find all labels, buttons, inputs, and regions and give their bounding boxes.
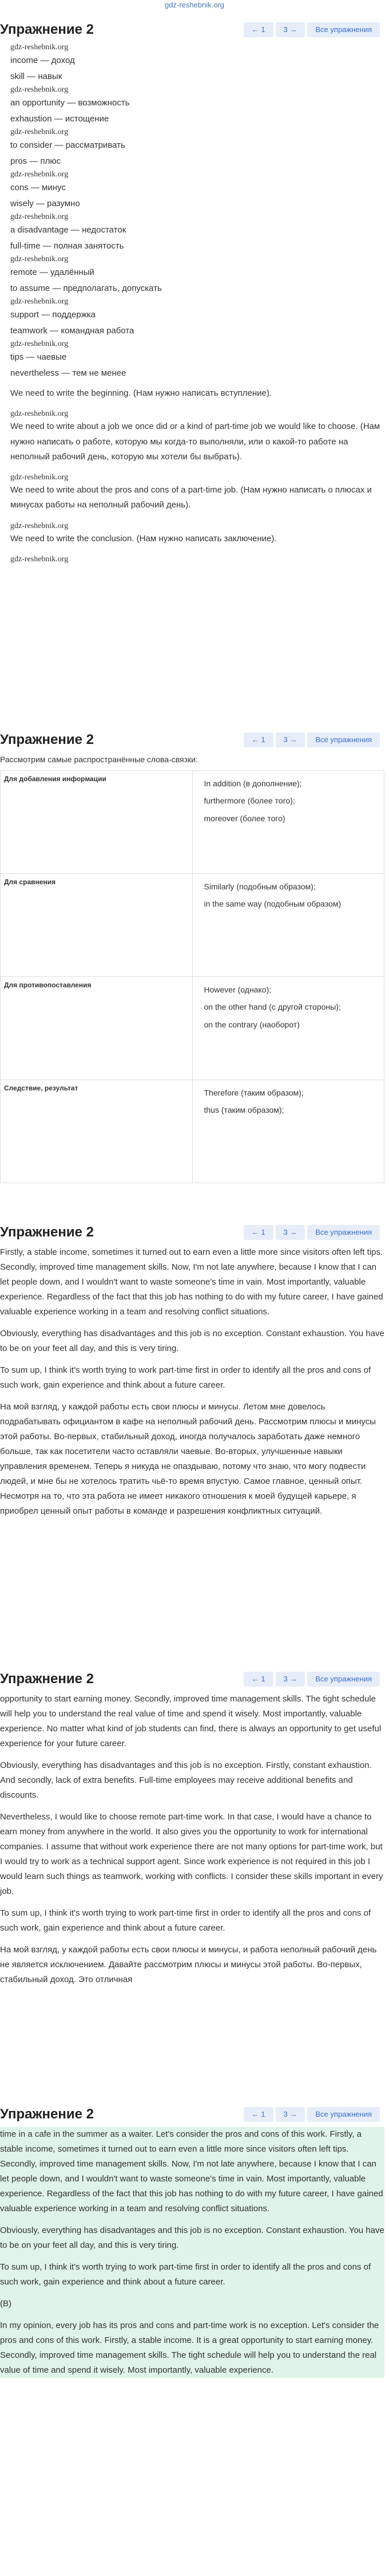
all-exercises-button-3[interactable]: Все упражнения: [307, 1225, 380, 1240]
vocab-item: teamwork — командная работа: [10, 326, 134, 336]
vocab-item: skill — навык: [10, 72, 62, 81]
vocab-item: full-time — полная занятость: [10, 241, 124, 251]
essay-paragraph: In my opinion, every job has its pros and cons and part-time work is no exception. Let's consider the pros and cons of this work. Firstly, a stable income. It is a great opportunity to start earning money. Secondly, improved time management skills. The tight schedule will help you to understand the real value of time and spend it wisely. Most importantly, valuable experience.: [0, 2321, 379, 2375]
essay-paragraph: time in a cafe in the summer as a waiter. Let's consider the pros and cons of this work. Firstly, a stable income, sometimes it turned out to earn even a little more since visitors often left tips. Secondly, improved time management skills. Now, I'm not late anywhere, because I know that I can let people down, and I wouldn't want to waste someone's time in vain. Most importantly, valuable experience. Regardless of the fact that this job has nothing to do with my future career, I have gained valuable experience working in a team and resolving conflict situations.: [0, 2129, 383, 2213]
essay-paragraph: На мой взгляд, у каждой работы есть свои плюсы и минусы, и работа неполный рабочий день не является исключением. Давайте рассмотрим плюсы и минусы этой работы. Во-первых, стабильный доход. Это отличная: [0, 1945, 377, 1984]
page-title-4: Упражнение 2: [0, 1671, 94, 1687]
next-button-4[interactable]: 3 →: [276, 1672, 305, 1687]
vocab-item: to consider — рассматривать: [10, 140, 125, 150]
plan-item: We need to write the conclusion. (Нам нужно написать заключение).: [10, 533, 277, 543]
table-items: [192, 770, 384, 873]
exercise-nav: [244, 22, 380, 37]
watermark: gdz-reshebnik.org: [10, 554, 69, 564]
table-item: However (однако);: [204, 984, 272, 994]
vocab-item: a disadvantage — недостаток: [10, 225, 126, 235]
essay-paragraph: Firstly, a stable income, sometimes it turned out to earn even a little more since visitors often left tips. Secondly, improved time management skills. Now, I'm not late anywhere, because I know that I can let people down, and I wouldn't want to waste someone's time in vain. Most importantly, valuable experience. Regardless of the fact that this job has nothing to do with my future career, I have gained valuable experience working in a team and resolving conflict situations.: [0, 1247, 383, 1317]
table-item: In addition (в дополнение);: [204, 778, 302, 788]
prev-button-2[interactable]: ← 1: [244, 732, 273, 747]
table-item: furthermore (более того);: [204, 796, 295, 805]
table-item: on the contrary (наоборот): [204, 1019, 300, 1029]
watermark: gdz-reshebnik.org: [10, 212, 69, 221]
vocab-item: nevertheless — тем не менее: [10, 368, 126, 378]
table-items: [192, 976, 384, 1080]
exercise-header-5: [0, 2098, 384, 2127]
exercise-header: [0, 14, 384, 42]
watermark: gdz-reshebnik.org: [10, 170, 69, 179]
next-button[interactable]: 3 →: [276, 22, 305, 37]
plan-list: [0, 386, 384, 565]
exercise-nav-3: [244, 1225, 380, 1240]
table-item: in the same way (подобным образом): [204, 899, 342, 908]
top-link[interactable]: gdz-reshebnik.org: [164, 1, 225, 9]
watermark: gdz-reshebnik.org: [10, 85, 69, 94]
essay-paragraph: To sum up, I think it's worth trying to work part-time first in order to identify all the pros and cons of such work, gain experience and think about a future career.: [0, 1365, 371, 1390]
vocab-item: income — доход: [10, 56, 75, 65]
table-items: [192, 873, 384, 976]
page-title: Упражнение 2: [0, 22, 94, 37]
prev-button-4[interactable]: ← 1: [244, 1672, 273, 1687]
vocab-item: remote — удалённый: [10, 267, 94, 277]
watermark: gdz-reshebnik.org: [10, 340, 69, 348]
linkers-table: [0, 770, 384, 1183]
page-title-3: Упражнение 2: [0, 1224, 94, 1240]
table-item: thus (таким образом);: [204, 1105, 284, 1114]
section-vocab: [0, 14, 389, 724]
essay-paragraph: Obviously, everything has disadvantages and this job is no exception. Constant exhaustion. You have to be on your feet all day, and this is very tiring.: [0, 2226, 384, 2250]
page-title-2: Упражнение 2: [0, 732, 94, 747]
all-exercises-button-2[interactable]: Все упражнения: [307, 732, 380, 747]
section-essay-1: [0, 1216, 389, 1663]
exercise-header-2: [0, 724, 384, 753]
plan-item: We need to write about the pros and cons of a part-time job. (Нам нужно написать о плюсах и минусах работы на неполный рабочий день).: [10, 485, 372, 510]
exercise-nav-5: [244, 2107, 380, 2122]
vocab-item: to assume — предполагать, допускать: [10, 283, 162, 293]
plan-item: We need to write about a job we once did or a kind of part-time job we would like to choose. (Нам нужно написать о работе, которую мы когда-то выполняли, или о какой-то работе на неполный рабочий день, которую мы хотели бы выбрать).: [10, 422, 380, 462]
essay-paragraph: To sum up, I think it's worth trying to work part-time first in order to identify all the pros and cons of such work, gain experience and think about a future career.: [0, 1908, 371, 1933]
exercise-nav-4: [244, 1672, 380, 1687]
watermark: gdz-reshebnik.org: [10, 43, 69, 52]
table-category: Для противопоставления: [1, 976, 193, 1080]
vocab-item: tips — чаевые: [10, 352, 67, 362]
essay-paragraph: Obviously, everything has disadvantages and this job is no exception. Firstly, constant exhaustion. And secondly, lack of extra benefits. Full-time employees may receive additional benefits and discounts.: [0, 1760, 372, 1800]
exercise-nav-2: [244, 732, 380, 747]
essay-3: [0, 2127, 384, 2378]
watermark: gdz-reshebnik.org: [10, 473, 69, 482]
essay-2: [0, 1692, 384, 1987]
all-exercises-button-5[interactable]: Все упражнения: [307, 2107, 380, 2122]
table-category: Для сравнения: [1, 873, 193, 976]
watermark: gdz-reshebnik.org: [10, 409, 69, 419]
essay-paragraph: Nevertheless, I would like to choose remote part-time work. In that case, I would have a chance to earn money from anywhere in the world. It also gives you the opportunity to work for international companies. I assume that without work experience there are not many options for part-time work, but I would try to work as a technical support agent. Since work experience is not required in this job I would learn such things as teamwork, working with conflicts. I consider these skills important in every job.: [0, 1812, 383, 1896]
watermark: gdz-reshebnik.org: [10, 521, 69, 530]
exercise-header-3: [0, 1216, 384, 1245]
vocab-item: exhaustion — истощение: [10, 114, 109, 124]
section-table: [0, 724, 389, 1216]
table-item: Therefore (таким образом);: [204, 1088, 304, 1097]
prev-button-5[interactable]: ← 1: [244, 2107, 273, 2122]
all-exercises-button-4[interactable]: Все упражнения: [307, 1672, 380, 1687]
page-title-5: Упражнение 2: [0, 2106, 94, 2122]
section-essay-3: [0, 2098, 389, 2574]
vocab-item: an opportunity — возможность: [10, 98, 130, 108]
essay-1: [0, 1245, 384, 1519]
all-exercises-button[interactable]: Все упражнения: [307, 22, 380, 37]
essay-paragraph: (B): [0, 2299, 11, 2309]
table-item: moreover (более того): [204, 813, 285, 823]
essay-paragraph: На мой взгляд, у каждой работы есть свои плюсы и минусы. Летом мне довелось подрабатывать официантом в кафе на неполный рабочий день. Рассмотрим плюсы и минусы этой работы. Во-первых, стабильный доход, иногда получалось заработать даже немного больше, так как посетители часто оставляли чаевые. Во-вторых, улучшенные навыки управления временем. Теперь я никуда не опаздываю, потому что знаю, что могу подвести людей, и мне бы не хотелось тратить чьё-то время впустую. Самое главное, ценный опыт. Несмотря на то, что эта работа не имеет никакого отношения к моей будущей карьере, я приобрел ценный опыт работы в команде и разрешения конфликтных ситуаций.: [0, 1402, 376, 1516]
section-essay-2: [0, 1663, 389, 2098]
table-category: Для добавления информации: [1, 770, 193, 873]
next-button-3[interactable]: 3 →: [276, 1225, 305, 1240]
table-items: [192, 1080, 384, 1183]
prev-button[interactable]: ← 1: [244, 22, 273, 37]
table-intro: Рассмотрим самые распространённые слова-связки:: [0, 755, 198, 764]
vocab-item: pros — плюс: [10, 156, 61, 166]
next-button-5[interactable]: 3 →: [276, 2107, 305, 2122]
essay-paragraph: Obviously, everything has disadvantages and this job is no exception. Constant exhaustion. You have to be on your feet all day, and this is very tiring.: [0, 1329, 384, 1353]
exercise-header-4: [0, 1663, 384, 1692]
table-item: on the other hand (с другой стороны);: [204, 1002, 341, 1011]
watermark: gdz-reshebnik.org: [10, 255, 69, 263]
plan-item: We need to write the beginning. (Нам нужно написать вступление).: [10, 388, 272, 398]
vocab-list: [0, 42, 384, 381]
table-item: Similarly (подобным образом);: [204, 881, 316, 891]
table-category: Следствие, результат: [1, 1080, 193, 1183]
vocab-item: support — поддержка: [10, 310, 96, 320]
vocab-item: wisely — разумно: [10, 199, 80, 208]
vocab-item: cons — минус: [10, 183, 66, 192]
essay-paragraph: opportunity to start earning money. Secondly, improved time management skills. The tight schedule will help you to understand the real value of time and spend it wisely. Most importantly, valuable experience. No matter what kind of job students can find, there is always an opportunity to get useful experience for your future career.: [0, 1694, 382, 1748]
next-button-2[interactable]: 3 →: [276, 732, 305, 747]
essay-paragraph: To sum up, I think it's worth trying to work part-time first in order to identify all the pros and cons of such work, gain experience and think about a future career.: [0, 2262, 371, 2287]
watermark: gdz-reshebnik.org: [10, 297, 69, 306]
prev-button-3[interactable]: ← 1: [244, 1225, 273, 1240]
watermark: gdz-reshebnik.org: [10, 128, 69, 136]
